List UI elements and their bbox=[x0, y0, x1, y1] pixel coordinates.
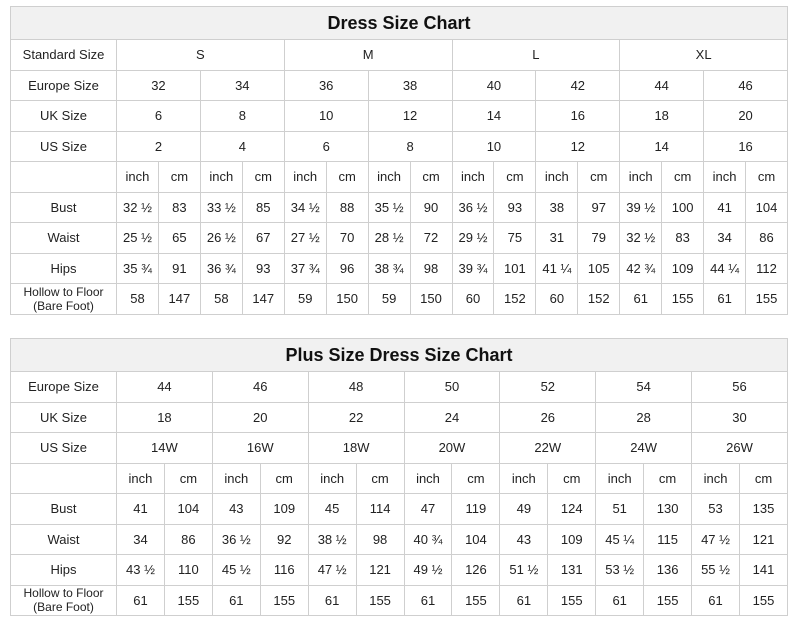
cell: 44 bbox=[620, 70, 704, 101]
cell: 45 ¼ bbox=[596, 524, 644, 555]
cell: 55 ½ bbox=[692, 555, 740, 586]
cell: 70 bbox=[326, 223, 368, 254]
row-label: Bust bbox=[11, 494, 117, 525]
hips-row bbox=[11, 555, 788, 586]
unit-inch: inch bbox=[368, 162, 410, 193]
cell: 155 bbox=[746, 284, 788, 315]
cell: 18 bbox=[117, 402, 213, 433]
row-label: Waist bbox=[11, 524, 117, 555]
cell: 46 bbox=[212, 372, 308, 403]
cell: 61 bbox=[117, 585, 165, 616]
hollow-label: Hollow to Floor bbox=[23, 284, 104, 299]
cell: 41 bbox=[117, 494, 165, 525]
cell: 61 bbox=[212, 585, 260, 616]
cell: 12 bbox=[368, 101, 452, 132]
row-label: Hips bbox=[11, 555, 117, 586]
unit-inch: inch bbox=[596, 463, 644, 494]
cell: 75 bbox=[494, 223, 536, 254]
cell: 112 bbox=[746, 253, 788, 284]
cell: 86 bbox=[164, 524, 212, 555]
cell: 10 bbox=[452, 131, 536, 162]
cell: 91 bbox=[158, 253, 200, 284]
cell: 93 bbox=[494, 192, 536, 223]
cell: S bbox=[117, 40, 285, 71]
cell: 131 bbox=[548, 555, 596, 586]
unit-inch: inch bbox=[284, 162, 326, 193]
cell: 20 bbox=[212, 402, 308, 433]
cell: 104 bbox=[164, 494, 212, 525]
cell: 79 bbox=[578, 223, 620, 254]
empty-cell bbox=[11, 463, 117, 494]
us-size-row bbox=[11, 131, 788, 162]
row-label: Standard Size bbox=[11, 40, 117, 71]
unit-inch: inch bbox=[452, 162, 494, 193]
cell: 150 bbox=[410, 284, 452, 315]
cell: 29 ½ bbox=[452, 223, 494, 254]
row-label: Waist bbox=[11, 223, 117, 254]
chart-title: Plus Size Dress Size Chart bbox=[10, 338, 788, 371]
cell: 37 ¾ bbox=[284, 253, 326, 284]
cell: 155 bbox=[739, 585, 787, 616]
unit-cm: cm bbox=[494, 162, 536, 193]
chart-title: Dress Size Chart bbox=[10, 6, 788, 39]
row-label: Hips bbox=[11, 253, 117, 284]
cell: 40 ¾ bbox=[404, 524, 452, 555]
unit-cm: cm bbox=[326, 162, 368, 193]
cell: 24 bbox=[404, 402, 500, 433]
unit-inch: inch bbox=[308, 463, 356, 494]
cell: 93 bbox=[242, 253, 284, 284]
cell: 155 bbox=[662, 284, 704, 315]
cell: 47 ½ bbox=[308, 555, 356, 586]
cell: 34 bbox=[117, 524, 165, 555]
cell: 141 bbox=[739, 555, 787, 586]
cell: 39 ½ bbox=[620, 192, 662, 223]
row-label: Bust bbox=[11, 192, 117, 223]
cell: 110 bbox=[164, 555, 212, 586]
cell: 126 bbox=[452, 555, 500, 586]
unit-inch: inch bbox=[704, 162, 746, 193]
cell: 4 bbox=[200, 131, 284, 162]
cell: 35 ½ bbox=[368, 192, 410, 223]
unit-cm: cm bbox=[746, 162, 788, 193]
cell: 88 bbox=[326, 192, 368, 223]
unit-inch: inch bbox=[200, 162, 242, 193]
unit-inch: inch bbox=[536, 162, 578, 193]
cell: 47 ½ bbox=[692, 524, 740, 555]
unit-inch: inch bbox=[117, 463, 165, 494]
cell: 25 ½ bbox=[117, 223, 159, 254]
cell: 101 bbox=[494, 253, 536, 284]
cell: 42 ¾ bbox=[620, 253, 662, 284]
hollow-to-floor-row bbox=[11, 284, 788, 315]
cell: 67 bbox=[242, 223, 284, 254]
cell: 61 bbox=[620, 284, 662, 315]
cell: 52 bbox=[500, 372, 596, 403]
cell: 53 bbox=[692, 494, 740, 525]
cell: 155 bbox=[356, 585, 404, 616]
hollow-label: Hollow to Floor bbox=[23, 586, 104, 601]
row-label: UK Size bbox=[11, 101, 117, 132]
cell: 130 bbox=[644, 494, 692, 525]
cell: 38 bbox=[536, 192, 578, 223]
unit-inch: inch bbox=[117, 162, 159, 193]
bust-row bbox=[11, 494, 788, 525]
unit-cm: cm bbox=[164, 463, 212, 494]
cell: 6 bbox=[284, 131, 368, 162]
unit-inch: inch bbox=[500, 463, 548, 494]
unit-inch: inch bbox=[692, 463, 740, 494]
cell: 44 ¼ bbox=[704, 253, 746, 284]
cell: 31 bbox=[536, 223, 578, 254]
cell: 135 bbox=[739, 494, 787, 525]
unit-cm: cm bbox=[158, 162, 200, 193]
row-label: Europe Size bbox=[11, 372, 117, 403]
unit-row bbox=[11, 463, 788, 494]
cell: 90 bbox=[410, 192, 452, 223]
cell: 32 ½ bbox=[117, 192, 159, 223]
cell: 44 bbox=[117, 372, 213, 403]
cell: 61 bbox=[704, 284, 746, 315]
unit-cm: cm bbox=[739, 463, 787, 494]
cell: 49 ½ bbox=[404, 555, 452, 586]
cell: 22W bbox=[500, 433, 596, 464]
cell: 33 ½ bbox=[200, 192, 242, 223]
cell: 59 bbox=[368, 284, 410, 315]
cell: 136 bbox=[644, 555, 692, 586]
cell: 36 ¾ bbox=[200, 253, 242, 284]
cell: 35 ¾ bbox=[117, 253, 159, 284]
cell: 152 bbox=[494, 284, 536, 315]
cell: 16 bbox=[704, 131, 788, 162]
cell: 2 bbox=[117, 131, 201, 162]
cell: 27 ½ bbox=[284, 223, 326, 254]
cell: 16W bbox=[212, 433, 308, 464]
us-size-row bbox=[11, 433, 788, 464]
cell: 85 bbox=[242, 192, 284, 223]
cell: 97 bbox=[578, 192, 620, 223]
cell: 121 bbox=[356, 555, 404, 586]
cell: 58 bbox=[117, 284, 159, 315]
row-label bbox=[11, 585, 117, 616]
cell: 155 bbox=[452, 585, 500, 616]
cell: 48 bbox=[308, 372, 404, 403]
cell: 61 bbox=[596, 585, 644, 616]
standard-size-row bbox=[11, 40, 788, 71]
cell: 34 ½ bbox=[284, 192, 326, 223]
cell: 38 bbox=[368, 70, 452, 101]
cell: 92 bbox=[260, 524, 308, 555]
cell: 8 bbox=[200, 101, 284, 132]
cell: 45 bbox=[308, 494, 356, 525]
cell: 26 bbox=[500, 402, 596, 433]
cell: 98 bbox=[356, 524, 404, 555]
cell: 109 bbox=[260, 494, 308, 525]
row-label: US Size bbox=[11, 433, 117, 464]
unit-cm: cm bbox=[242, 162, 284, 193]
cell: 36 ½ bbox=[452, 192, 494, 223]
hips-row bbox=[11, 253, 788, 284]
cell: 115 bbox=[644, 524, 692, 555]
cell: 20 bbox=[704, 101, 788, 132]
waist-row bbox=[11, 223, 788, 254]
cell: 8 bbox=[368, 131, 452, 162]
cell: 60 bbox=[452, 284, 494, 315]
cell: 119 bbox=[452, 494, 500, 525]
cell: 16 bbox=[536, 101, 620, 132]
cell: 14W bbox=[117, 433, 213, 464]
row-label: Europe Size bbox=[11, 70, 117, 101]
cell: 46 bbox=[704, 70, 788, 101]
cell: 109 bbox=[662, 253, 704, 284]
cell: 26 ½ bbox=[200, 223, 242, 254]
cell: 28 ½ bbox=[368, 223, 410, 254]
cell: 60 bbox=[536, 284, 578, 315]
europe-size-row bbox=[11, 372, 788, 403]
cell: 56 bbox=[692, 372, 788, 403]
cell: 14 bbox=[452, 101, 536, 132]
cell: 6 bbox=[117, 101, 201, 132]
cell: 121 bbox=[739, 524, 787, 555]
hollow-sublabel: (Bare Foot) bbox=[33, 600, 94, 615]
cell: 114 bbox=[356, 494, 404, 525]
hollow-to-floor-row bbox=[11, 585, 788, 616]
cell: 124 bbox=[548, 494, 596, 525]
cell: 61 bbox=[500, 585, 548, 616]
row-label: UK Size bbox=[11, 402, 117, 433]
cell: 51 bbox=[596, 494, 644, 525]
cell: 34 bbox=[200, 70, 284, 101]
cell: 42 bbox=[536, 70, 620, 101]
unit-inch: inch bbox=[620, 162, 662, 193]
size-table bbox=[10, 39, 788, 315]
uk-size-row bbox=[11, 101, 788, 132]
cell: 14 bbox=[620, 131, 704, 162]
unit-inch: inch bbox=[212, 463, 260, 494]
cell: 147 bbox=[242, 284, 284, 315]
cell: 26W bbox=[692, 433, 788, 464]
row-label bbox=[11, 284, 117, 315]
cell: 41 bbox=[704, 192, 746, 223]
hollow-sublabel: (Bare Foot) bbox=[33, 298, 94, 313]
cell: 147 bbox=[158, 284, 200, 315]
cell: 65 bbox=[158, 223, 200, 254]
cell: L bbox=[452, 40, 620, 71]
cell: 100 bbox=[662, 192, 704, 223]
unit-cm: cm bbox=[644, 463, 692, 494]
cell: 10 bbox=[284, 101, 368, 132]
cell: 30 bbox=[692, 402, 788, 433]
cell: 18W bbox=[308, 433, 404, 464]
cell: 155 bbox=[164, 585, 212, 616]
cell: 58 bbox=[200, 284, 242, 315]
cell: 116 bbox=[260, 555, 308, 586]
cell: 104 bbox=[746, 192, 788, 223]
empty-cell bbox=[11, 162, 117, 193]
cell: 152 bbox=[578, 284, 620, 315]
cell: 28 bbox=[596, 402, 692, 433]
cell: 83 bbox=[158, 192, 200, 223]
cell: 22 bbox=[308, 402, 404, 433]
cell: 45 ½ bbox=[212, 555, 260, 586]
cell: 61 bbox=[404, 585, 452, 616]
cell: M bbox=[284, 40, 452, 71]
cell: 18 bbox=[620, 101, 704, 132]
cell: 36 bbox=[284, 70, 368, 101]
cell: 53 ½ bbox=[596, 555, 644, 586]
unit-cm: cm bbox=[356, 463, 404, 494]
cell: 54 bbox=[596, 372, 692, 403]
waist-row bbox=[11, 524, 788, 555]
cell: 20W bbox=[404, 433, 500, 464]
unit-cm: cm bbox=[548, 463, 596, 494]
cell: 104 bbox=[452, 524, 500, 555]
europe-size-row bbox=[11, 70, 788, 101]
cell: 96 bbox=[326, 253, 368, 284]
cell: 61 bbox=[308, 585, 356, 616]
cell: 24W bbox=[596, 433, 692, 464]
cell: 43 bbox=[212, 494, 260, 525]
unit-cm: cm bbox=[662, 162, 704, 193]
uk-size-row bbox=[11, 402, 788, 433]
cell: 105 bbox=[578, 253, 620, 284]
unit-cm: cm bbox=[452, 463, 500, 494]
dress-size-chart bbox=[10, 6, 788, 315]
unit-inch: inch bbox=[404, 463, 452, 494]
cell: 109 bbox=[548, 524, 596, 555]
cell: 36 ½ bbox=[212, 524, 260, 555]
cell: 72 bbox=[410, 223, 452, 254]
cell: 59 bbox=[284, 284, 326, 315]
unit-row bbox=[11, 162, 788, 193]
cell: XL bbox=[620, 40, 788, 71]
cell: 47 bbox=[404, 494, 452, 525]
bust-row bbox=[11, 192, 788, 223]
cell: 38 ¾ bbox=[368, 253, 410, 284]
cell: 12 bbox=[536, 131, 620, 162]
cell: 34 bbox=[704, 223, 746, 254]
cell: 155 bbox=[548, 585, 596, 616]
cell: 155 bbox=[260, 585, 308, 616]
cell: 150 bbox=[326, 284, 368, 315]
cell: 83 bbox=[662, 223, 704, 254]
cell: 50 bbox=[404, 372, 500, 403]
unit-cm: cm bbox=[260, 463, 308, 494]
cell: 51 ½ bbox=[500, 555, 548, 586]
cell: 86 bbox=[746, 223, 788, 254]
cell: 155 bbox=[644, 585, 692, 616]
cell: 39 ¾ bbox=[452, 253, 494, 284]
cell: 32 ½ bbox=[620, 223, 662, 254]
cell: 40 bbox=[452, 70, 536, 101]
cell: 41 ¼ bbox=[536, 253, 578, 284]
cell: 38 ½ bbox=[308, 524, 356, 555]
plus-size-table bbox=[10, 371, 788, 616]
cell: 43 ½ bbox=[117, 555, 165, 586]
cell: 49 bbox=[500, 494, 548, 525]
plus-size-chart bbox=[10, 338, 788, 616]
unit-cm: cm bbox=[578, 162, 620, 193]
cell: 98 bbox=[410, 253, 452, 284]
cell: 32 bbox=[117, 70, 201, 101]
unit-cm: cm bbox=[410, 162, 452, 193]
row-label: US Size bbox=[11, 131, 117, 162]
cell: 43 bbox=[500, 524, 548, 555]
cell: 61 bbox=[692, 585, 740, 616]
